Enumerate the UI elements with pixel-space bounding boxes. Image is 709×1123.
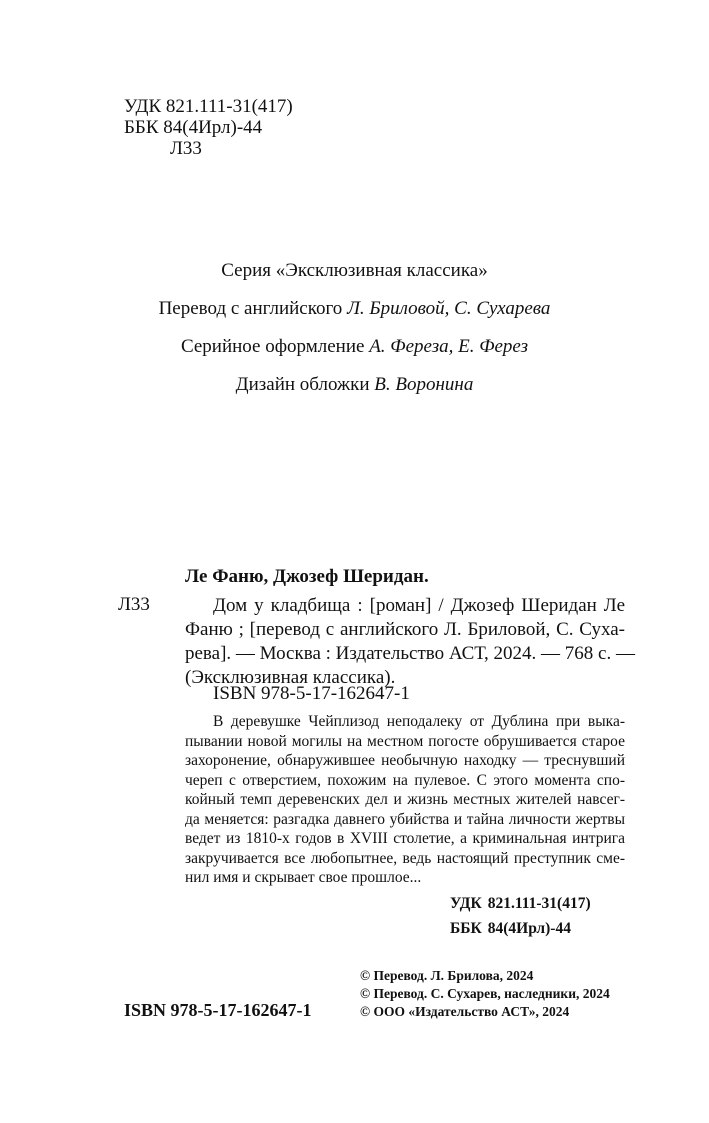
annotation-line: нил имя и скрывает свое прошлое... [185, 869, 422, 886]
bottom-bbk [450, 916, 591, 941]
author-mark: Л33 [170, 138, 202, 159]
catalog-isbn: ISBN 978-5-17-162647-1 [213, 683, 410, 704]
series-line: Серия «Эксклюзивная классика» [221, 260, 488, 281]
translation-line [0, 294, 709, 332]
bottom-udk-label: УДК [450, 895, 482, 912]
bottom-classification [450, 891, 591, 941]
bbk-code: ББК 84(4Ирл)-44 [124, 117, 263, 138]
annotation-line: закручивается все любопытнее, ведь настоящий преступник сме- [185, 849, 625, 867]
cover-names: В. Воронина [374, 374, 474, 395]
bottom-bbk-value: 84(4Ирл)-44 [487, 920, 571, 937]
annotation-line: ведет из 1810-х годов в XVIII столетие, а криминальная интрига [185, 830, 625, 847]
annotation-line: пывании новой могилы на местном погосте обрушивается старое [185, 732, 625, 750]
biblio-line: рева]. — Москва : Издательство АСТ, 2024. — 768 с. — [185, 643, 635, 664]
annotation [185, 712, 625, 888]
biblio-line: Дом у кладбища : [роман] / Джозеф Шеридан Ле [213, 595, 625, 616]
annotation-line: В деревушке Чейплизод неподалеку от Дублина при выка- [213, 713, 625, 730]
design-label: Серийное оформление [180, 336, 365, 357]
annotation-line: койный темп деревенских дел и жизнь местных жителей навсег- [185, 791, 625, 808]
biblio-line: Фаню ; [перевод с английского Л. Бриловой, С. Суха- [185, 619, 625, 640]
bottom-isbn: ISBN 978-5-17-162647-1 [124, 1000, 312, 1020]
annotation-line: захоронение, обнаружившее необычную находку — треснувший [185, 752, 625, 769]
copyright-block [360, 967, 610, 1021]
translation-names: Л. Бриловой, С. Сухарева [347, 298, 551, 319]
bottom-udk-value: 821.111-31(417) [487, 895, 591, 912]
top-classification [124, 96, 293, 159]
catalog-author: Ле Фаню, Джозеф Шеридан. [185, 566, 429, 587]
udk-code: УДК 821.111-31(417) [124, 96, 293, 117]
annotation-line: череп с отверстием, похожим на пулевое. С этого момента спо- [185, 771, 625, 789]
bibliographic-description [185, 594, 635, 690]
design-names: А. Фереза, Е. Ферез [369, 336, 529, 357]
bottom-udk [450, 891, 591, 916]
design-line [0, 332, 709, 370]
cover-label: Дизайн обложки [235, 374, 370, 395]
catalog-code: Л33 [118, 594, 150, 615]
bottom-bbk-label: ББК [450, 920, 482, 937]
copyright-line: © ООО «Издательство АСТ», 2024 [360, 1004, 570, 1019]
translation-label: Перевод с английского [158, 298, 343, 319]
cover-line [0, 370, 709, 408]
biblio-line: (Эксклюзивная классика). [185, 667, 396, 688]
copyright-line: © Перевод. Л. Брилова, 2024 [360, 968, 534, 983]
annotation-line: да меняется: разгадка давнего убийства и тайна личности жертвы [185, 810, 625, 828]
copyright-line: © Перевод. С. Сухарев, наследники, 2024 [360, 986, 610, 1001]
credits-block [0, 256, 709, 408]
